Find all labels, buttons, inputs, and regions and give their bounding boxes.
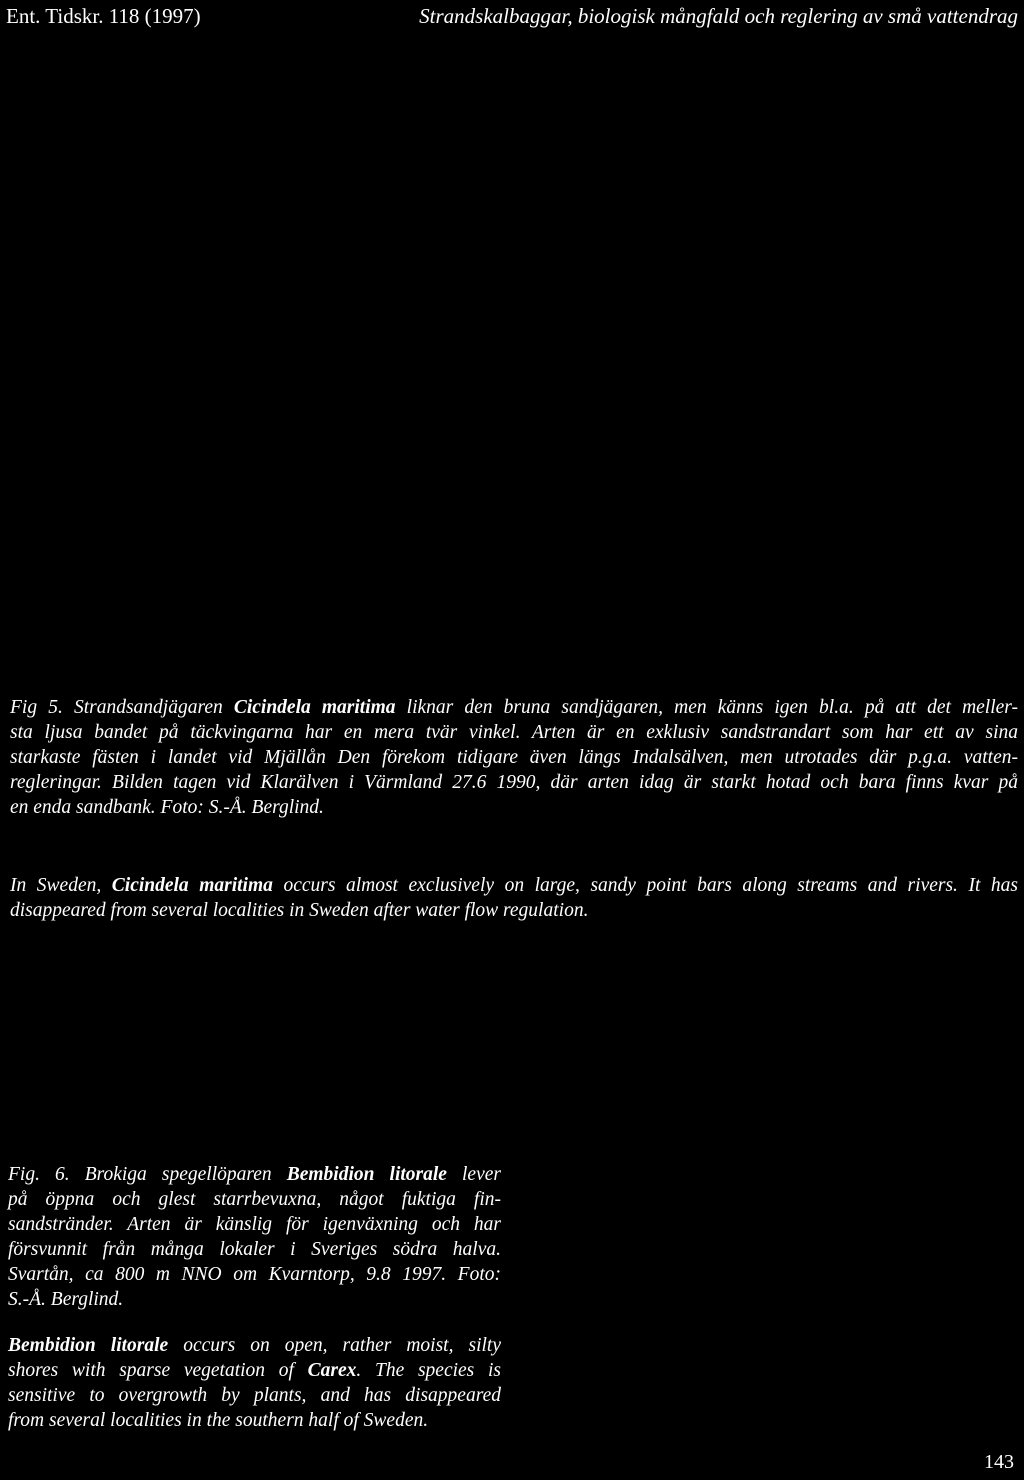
caption-text: occurs almost exclusively on large, sandy point bars along streams and rivers. It has (272, 875, 1019, 896)
caption-text: Fig. 6. Brokiga spegellöparen (8, 1164, 287, 1185)
caption-line (8, 1333, 501, 1358)
figure-5-photo-area (0, 40, 1024, 680)
caption-line (8, 1287, 501, 1312)
caption-line (10, 795, 1018, 820)
caption-line (8, 1162, 501, 1187)
caption-line (10, 898, 1018, 923)
caption-text: sta ljusa bandet på täckvingarna har en mera tvär vinkel. Arten är en exklusiv sandstrandart som har ett av sina (10, 722, 1018, 743)
caption-line (8, 1408, 501, 1433)
caption-text: försvunnit från många lokaler i Sveriges södra halva. (8, 1239, 501, 1260)
species-name: Carex (307, 1360, 357, 1381)
species-name: Bembidion litorale (286, 1164, 447, 1185)
figure-5-caption-swedish (10, 695, 1018, 820)
species-name: Bembidion litorale (8, 1335, 169, 1356)
caption-text: Svartån, ca 800 m NNO om Kvarntorp, 9.8 1997. Foto: (8, 1264, 501, 1285)
caption-line (10, 770, 1018, 795)
caption-line (8, 1212, 501, 1237)
caption-text: In Sweden, (10, 875, 112, 896)
caption-text: sensitive to overgrowth by plants, and has disappeared (8, 1385, 501, 1406)
caption-text: shores with sparse vegetation of (8, 1360, 308, 1381)
caption-line (8, 1262, 501, 1287)
species-name: Cicindela maritima (111, 875, 273, 896)
caption-line (10, 695, 1018, 720)
caption-text: starkaste fästen i landet vid Mjällån Den förekom tidigare även längs Indalsälven, men utrotades där p.g.a. vatten- (10, 747, 1018, 768)
caption-line (10, 720, 1018, 745)
figure-6-caption-swedish (8, 1162, 501, 1312)
caption-text: occurs on open, rather moist, silty (168, 1335, 501, 1356)
running-header-journal: Ent. Tidskr. 118 (1997) (6, 4, 201, 28)
caption-text: regleringar. Bilden tagen vid Klarälven i Värmland 27.6 1990, där arten idag är starkt hotad och bara finns kvar på (10, 772, 1018, 793)
caption-line (8, 1237, 501, 1262)
caption-text: S.-Å. Berglind. (8, 1289, 124, 1310)
species-name: Cicindela maritima (233, 697, 396, 718)
caption-text: liknar den bruna sandjägaren, men känns igen bl.a. på att det meller- (395, 697, 1018, 718)
caption-text: disappeared from several localities in Sweden after water flow regulation. (10, 900, 589, 921)
caption-line (10, 873, 1018, 898)
caption-text: Fig 5. Strandsandjägaren (10, 697, 234, 718)
figure-5-caption-english (10, 873, 1018, 923)
running-header-title: Strandskalbaggar, biologisk mångfald och reglering av små vattendrag (419, 4, 1018, 28)
caption-line (8, 1383, 501, 1408)
caption-line (10, 745, 1018, 770)
caption-text: en enda sandbank. Foto: S.-Å. Berglind. (10, 797, 324, 818)
page-number: 143 (984, 1451, 1014, 1473)
caption-text: . The species is (356, 1360, 501, 1381)
caption-text: på öppna och glest starrbevuxna, något fuktiga fin- (8, 1189, 501, 1210)
caption-text: sandstränder. Arten är känslig för igenväxning och har (8, 1214, 501, 1235)
caption-line (8, 1187, 501, 1212)
caption-line (8, 1358, 501, 1383)
figure-6-caption-english (8, 1333, 501, 1433)
figure-6-photo-area (0, 930, 1024, 1150)
caption-text: from several localities in the southern half of Sweden. (8, 1410, 429, 1431)
caption-text: lever (446, 1164, 501, 1185)
